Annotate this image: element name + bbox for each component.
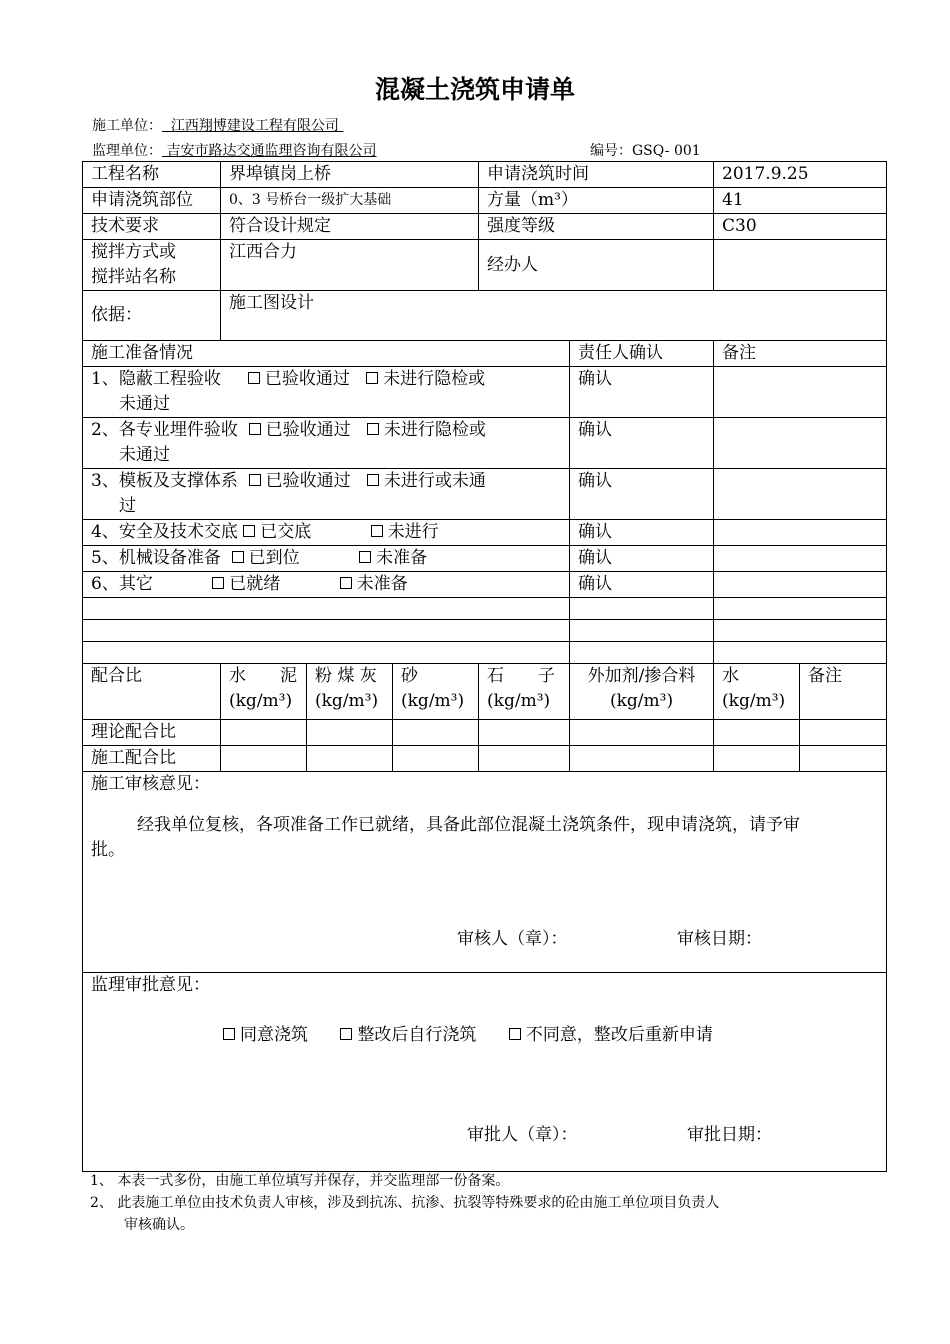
prep-confirm-4: 确认	[570, 520, 714, 546]
review-label: 施工审核意见：	[91, 774, 210, 794]
tech-label: 技术要求	[83, 214, 221, 240]
basis-value: 施工图设计	[221, 291, 887, 341]
volume-label: 方量（m³）	[479, 188, 714, 214]
construct-mix-label: 施工配合比	[83, 746, 221, 772]
prep-item-2: 2、各专业埋件验收 已验收通过 未进行隐检或 未通过	[83, 418, 570, 469]
mix-method-label: 搅拌方式或 搅拌站名称	[83, 240, 221, 291]
prep-confirm-1: 确认	[570, 367, 714, 418]
mix-sand: 砂 (kg/m³)	[393, 664, 479, 720]
prep-item-6: 6、其它 已就绪 未准备	[83, 572, 570, 598]
remark-header: 备注	[714, 341, 887, 367]
handler-label: 经办人	[479, 240, 714, 291]
checkbox-icon[interactable]	[249, 423, 261, 435]
checkbox-icon[interactable]	[509, 1028, 521, 1040]
checkbox-icon[interactable]	[248, 372, 260, 384]
contractor-label: 施工单位：	[92, 118, 162, 134]
basis-label: 依据：	[83, 291, 221, 341]
review-text-line2: 批。	[91, 840, 125, 860]
notes	[90, 1170, 719, 1236]
prep-remark-2	[714, 418, 887, 469]
supervisor-line	[92, 140, 376, 160]
prep-empty-row	[83, 620, 570, 642]
tech-value: 符合设计规定	[221, 214, 479, 240]
number-label: 编号：	[590, 143, 632, 159]
prep-item-1: 1、隐蔽工程验收 已验收通过 未进行隐检或 未通过	[83, 367, 570, 418]
approval-options	[223, 1023, 713, 1048]
strength-label: 强度等级	[479, 214, 714, 240]
mix-stone: 石 子 (kg/m³)	[479, 664, 570, 720]
prep-remark-3	[714, 469, 887, 520]
mix-water: 水 (kg/m³)	[714, 664, 800, 720]
strength-value: C30	[714, 214, 887, 240]
approve-option: 同意浇筑	[240, 1025, 308, 1045]
contractor-value: 江西翔博建设工程有限公司	[170, 118, 339, 134]
apply-time-value: 2017.9.25	[714, 162, 887, 188]
project-name-value: 界埠镇岗上桥	[221, 162, 479, 188]
checkbox-icon[interactable]	[212, 577, 224, 589]
checkbox-icon[interactable]	[367, 423, 379, 435]
checkbox-icon[interactable]	[340, 577, 352, 589]
page-title: 混凝土浇筑申请单	[374, 75, 575, 104]
part-value: 0、3 号桥台一级扩大基础	[221, 188, 479, 214]
supervisor-value: 吉安市路达交通监理咨询有限公司	[166, 143, 377, 159]
approver-label: 审批人（章）：	[467, 1125, 578, 1145]
prep-empty-row	[83, 642, 570, 664]
checkbox-icon[interactable]	[249, 474, 261, 486]
prep-confirm-2: 确认	[570, 418, 714, 469]
approval-label: 监理审批意见：	[91, 975, 210, 995]
approve-date-label: 审批日期：	[687, 1125, 772, 1145]
prep-item-5: 5、机械设备准备 已到位 未准备	[83, 546, 570, 572]
handler-value	[714, 240, 887, 291]
checkbox-icon[interactable]	[366, 372, 378, 384]
approval-section	[83, 973, 887, 1172]
mix-admixture: 外加剂/掺合料 (kg/m³)	[570, 664, 714, 720]
mix-cement: 水 泥 (kg/m³)	[221, 664, 307, 720]
application-form-table	[82, 161, 887, 1172]
prep-remark-6	[714, 572, 887, 598]
prep-confirm-3: 确认	[570, 469, 714, 520]
mix-method-value: 江西合力	[221, 240, 479, 291]
rectify-self-option: 整改后自行浇筑	[357, 1025, 477, 1045]
theory-mix-label: 理论配合比	[83, 720, 221, 746]
confirm-header: 责任人确认	[570, 341, 714, 367]
prep-remark-5	[714, 546, 887, 572]
number-value: GSQ- 001	[632, 143, 701, 159]
review-text-line1: 经我单位复核，各项准备工作已就绪，具备此部位混凝土浇筑条件，现申请浇筑，请予审	[137, 815, 800, 835]
contractor-line	[92, 115, 343, 135]
note-2: 2、 此表施工单位由技术负责人审核，涉及到抗冻、抗渗、抗裂等特殊要求的砼由施工单位项目负责人	[90, 1195, 720, 1211]
prep-confirm-5: 确认	[570, 546, 714, 572]
supervisor-label: 监理单位：	[92, 143, 162, 159]
checkbox-icon[interactable]	[223, 1028, 235, 1040]
mix-label: 配合比	[83, 664, 221, 720]
prep-remark-4	[714, 520, 887, 546]
checkbox-icon[interactable]	[232, 551, 244, 563]
review-date-label: 审核日期：	[677, 929, 762, 949]
reviewer-label: 审核人（章）：	[457, 929, 568, 949]
reject-option: 不同意，整改后重新申请	[525, 1025, 713, 1045]
checkbox-icon[interactable]	[359, 551, 371, 563]
part-label: 申请浇筑部位	[83, 188, 221, 214]
prep-item-4: 4、安全及技术交底 已交底 未进行	[83, 520, 570, 546]
form-number	[590, 140, 701, 160]
mix-remark: 备注	[800, 664, 887, 720]
prep-item-3: 3、模板及支撑体系 已验收通过 未进行或未通 过	[83, 469, 570, 520]
prep-remark-1	[714, 367, 887, 418]
note-1: 1、 本表一式多份，由施工单位填写并保存，并交监理部一份备案。	[90, 1173, 510, 1189]
review-section	[83, 772, 887, 973]
checkbox-icon[interactable]	[340, 1028, 352, 1040]
prep-empty-row	[83, 598, 570, 620]
prep-confirm-6: 确认	[570, 572, 714, 598]
prep-header: 施工准备情况	[83, 341, 570, 367]
checkbox-icon[interactable]	[371, 525, 383, 537]
checkbox-icon[interactable]	[367, 474, 379, 486]
mix-flyash: 粉 煤 灰 (kg/m³)	[307, 664, 393, 720]
project-name-label: 工程名称	[83, 162, 221, 188]
checkbox-icon[interactable]	[243, 525, 255, 537]
apply-time-label: 申请浇筑时间	[479, 162, 714, 188]
note-2-cont: 审核确认。	[124, 1217, 194, 1233]
volume-value: 41	[714, 188, 887, 214]
